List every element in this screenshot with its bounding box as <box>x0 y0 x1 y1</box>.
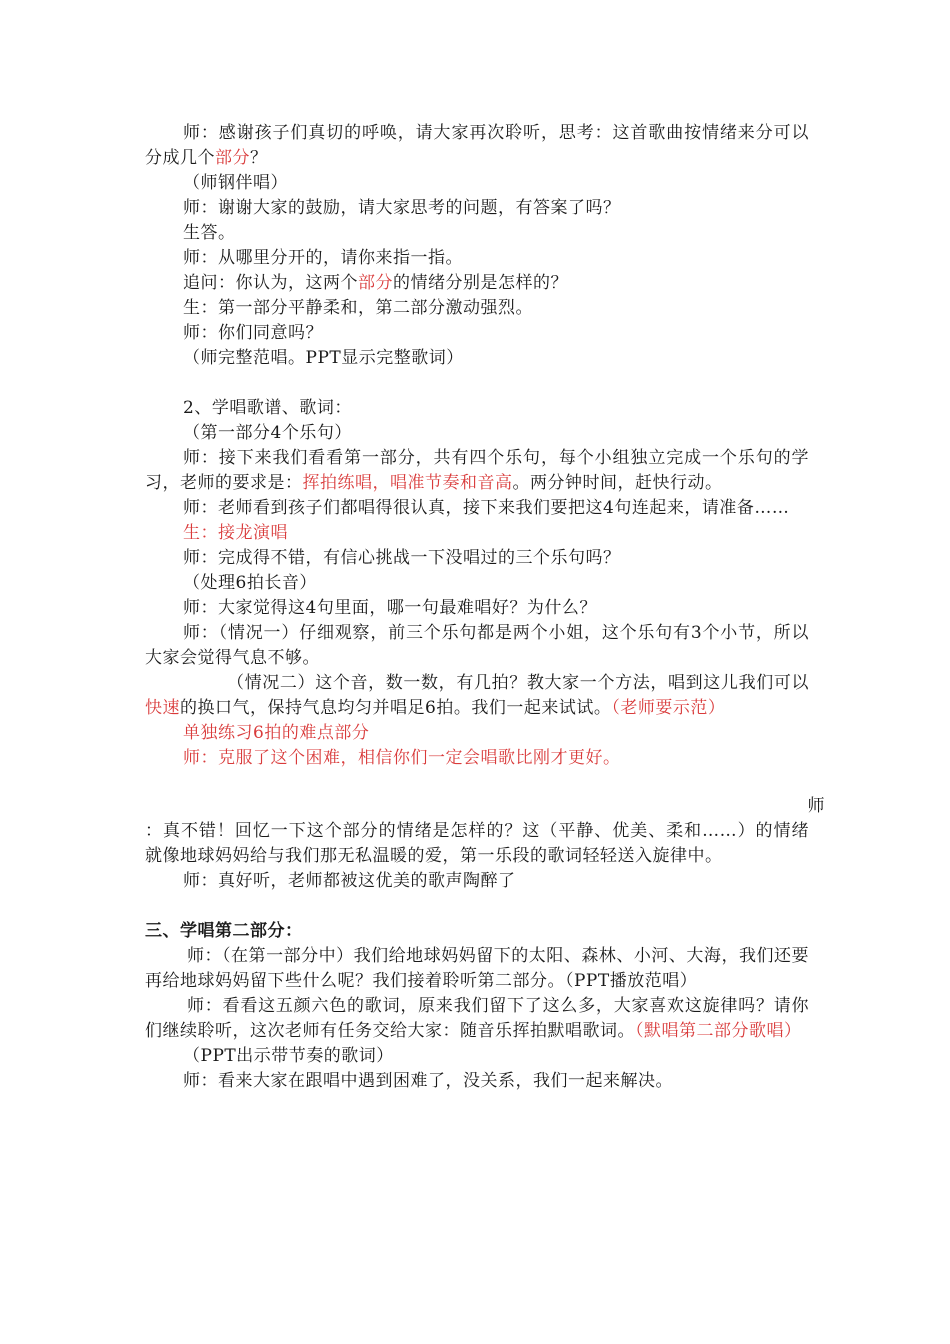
paragraph: 师：看看这五颜六色的歌词，原来我们留下了这么多，大家喜欢这旋律吗？请你们继续聆听，这次老师有任务交给大家：随音乐挥拍默唱歌词。（默唱第二部分歌唱） <box>145 996 809 1041</box>
paragraph: （情况二）这个音，数一数，有几拍？教大家一个方法，唱到这儿我们可以快速的换口气，保持气息均匀并唱足6拍。我们一起来试试。（老师要示范） <box>145 673 809 718</box>
highlight-paragraph: 生：接龙演唱 <box>183 523 288 543</box>
highlight-text: 部分 <box>215 148 250 168</box>
highlight-text: （默唱第二部分歌唱） <box>635 1021 802 1041</box>
highlight-text: 部分 <box>358 273 393 293</box>
paragraph: 追问：你认为，这两个部分的情绪分别是怎样的？ <box>183 273 568 293</box>
paragraph: 生答。 <box>183 223 236 243</box>
paragraph: 师：老师看到孩子们都唱得很认真，接下来我们要把这4句连起来，请准备…… <box>183 498 790 518</box>
paragraph: （第一部分4个乐句） <box>183 423 352 443</box>
paragraph: 师：真好听，老师都被这优美的歌声陶醉了 <box>183 871 516 891</box>
paragraph: （处理6拍长音） <box>183 573 317 593</box>
highlight-text: 挥拍练唱，唱准节奏和音高 <box>302 473 513 493</box>
highlight-paragraph: 师：克服了这个困难，相信你们一定会唱歌比刚才更好。 <box>183 748 621 768</box>
paragraph-speaker: 师 <box>807 796 825 816</box>
section-heading: 三、学唱第二部分： <box>145 921 303 941</box>
paragraph: 师：感谢孩子们真切的呼唤，请大家再次聆听，思考：这首歌曲按情绪来分可以分成几个部分？ <box>145 123 809 168</box>
spacer <box>145 771 809 794</box>
paragraph: 师：谢谢大家的鼓励，请大家思考的问题，有答案了吗？ <box>183 198 621 218</box>
paragraph: 师：完成得不错，有信心挑战一下没唱过的三个乐句吗？ <box>183 548 621 568</box>
paragraph: 师：你们同意吗？ <box>183 323 323 343</box>
paragraph: 生：第一部分平静柔和，第二部分激动强烈。 <box>183 298 533 318</box>
paragraph: 师：（在第一部分中）我们给地球妈妈留下的太阳、森林、小河、大海，我们还要再给地球妈妈留下些什么呢？我们接着聆听第二部分。（PPT播放范唱） <box>145 946 809 991</box>
paragraph: 师：看来大家在跟唱中遇到困难了，没关系，我们一起来解决。 <box>183 1071 673 1091</box>
spacer <box>145 894 809 919</box>
paragraph: ：真不错！回忆一下这个部分的情绪是怎样的？这（平静、优美、柔和……）的情绪就像地球妈妈给与我们那无私温暖的爱，第一乐段的歌词轻轻送入旋律中。 <box>145 821 809 866</box>
paragraph: 师：大家觉得这4句里面，哪一句最难唱好？为什么？ <box>183 598 597 618</box>
highlight-text: 快速 <box>145 698 180 718</box>
document-body <box>145 121 825 1094</box>
highlight-paragraph: 单独练习6拍的难点部分 <box>183 723 370 743</box>
paragraph: （师完整范唱。PPT显示完整歌词） <box>183 348 464 368</box>
spacer <box>145 371 809 396</box>
paragraph: （师钢伴唱） <box>183 173 288 193</box>
paragraph: 师：接下来我们看看第一部分，共有四个乐句，每个小组独立完成一个乐句的学习，老师的要求是：挥拍练唱，唱准节奏和音高。两分钟时间，赶快行动。 <box>145 448 809 493</box>
paragraph: （PPT出示带节奏的歌词） <box>183 1046 394 1066</box>
paragraph: 师：从哪里分开的，请你来指一指。 <box>183 248 463 268</box>
highlight-text: （老师要示范） <box>611 698 726 718</box>
paragraph: 师：（情况一）仔细观察，前三个乐句都是两个小姐，这个乐句有3个小节，所以大家会觉得气息不够。 <box>145 623 809 668</box>
section-heading: 2、学唱歌谱、歌词： <box>183 398 352 418</box>
